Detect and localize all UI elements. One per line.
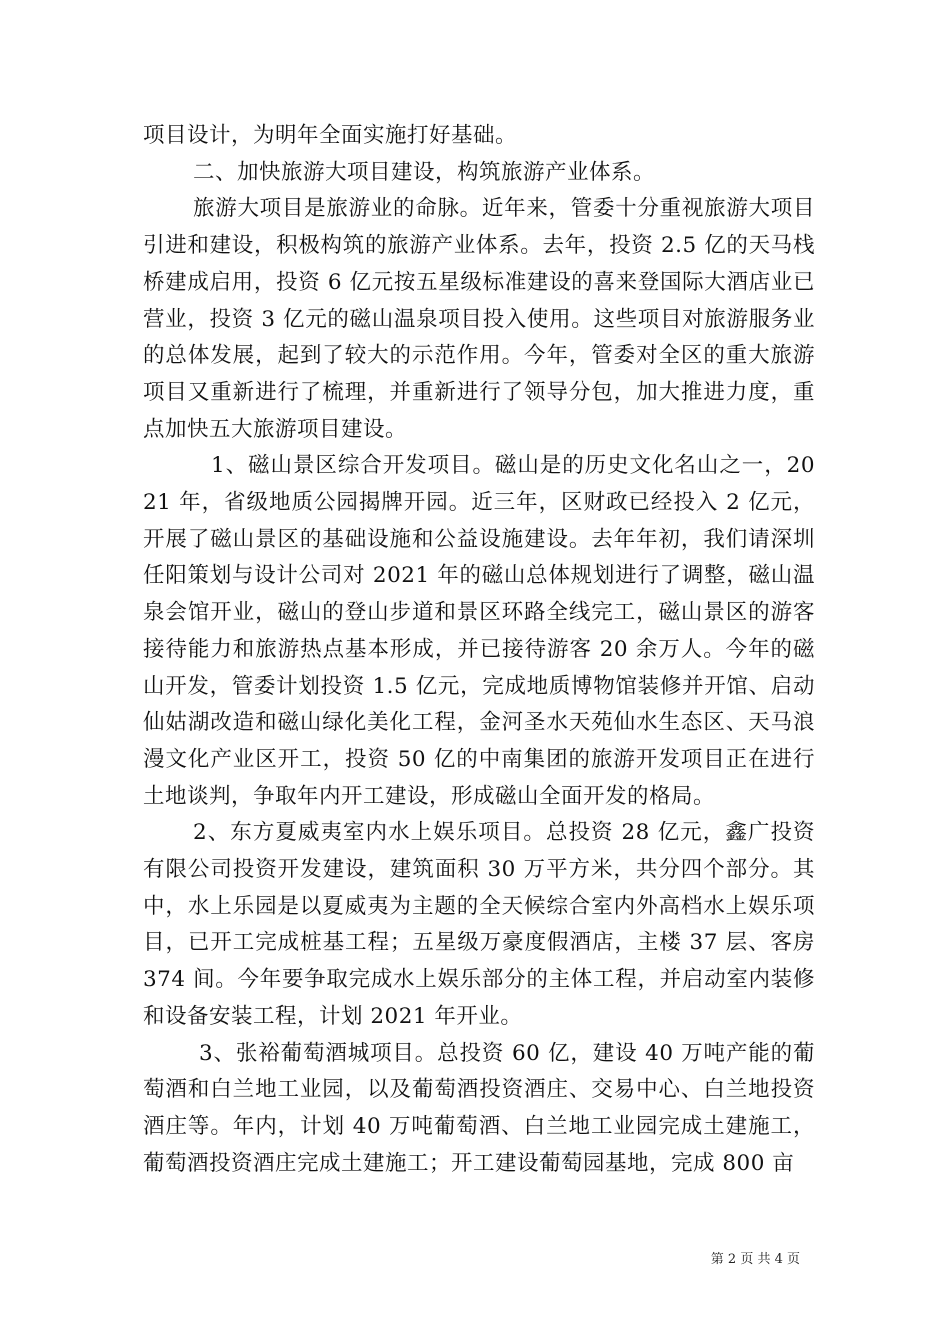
document-body xyxy=(143,118,815,1182)
page-number: 第 2 页 共 4 页 xyxy=(710,1252,800,1267)
section-heading: 二、加快旅游大项目建设，构筑旅游产业体系。 xyxy=(193,159,656,185)
paragraph-intro: 旅游大项目是旅游业的命脉。近年来，管委十分重视旅游大项目引进和建设，积极构筑的旅游产业体系。去年，投资 2.5 亿的天马栈桥建成启用，投资 6 亿元按五星级标准建设的喜来登国际大酒店业已营业，投资 3 亿元的磁山温泉项目投入使用。这些项目对旅游服务业的总体发展，起到了较大的示范作用。今年，管委对全区的重大旅游项目又重新进行了梳理，并重新进行了领导分包，加大推进力度，重点加快五大旅游项目建设。 xyxy=(143,196,815,442)
paragraph-item-3: 3、张裕葡萄酒城项目。总投资 60 亿，建设 40 万吨产能的葡萄酒和白兰地工业园，以及葡萄酒投资酒庄、交易中心、白兰地投资酒庄等。年内，计划 40 万吨葡萄酒、白兰地工业园完成土建施工，葡萄酒投资酒庄完成土建施工；开工建设葡萄园基地，完成 800 亩 xyxy=(143,1040,815,1176)
paragraph-item-2: 2、东方夏威夷室内水上娱乐项目。总投资 28 亿元，鑫广投资有限公司投资开发建设，建筑面积 30 万平方米，共分四个部分。其中，水上乐园是以夏威夷为主题的全天候综合室内外高档水上娱乐项目，已开工完成桩基工程；五星级万豪度假酒店，主楼 37 层、客房 374 间。今年要争取完成水上娱乐部分的主体工程，并启动室内装修和设备安装工程，计划 2021 年开业。 xyxy=(143,820,815,1029)
paragraph-item-1: 1、磁山景区综合开发项目。磁山是的历史文化名山之一，2021 年，省级地质公园揭牌开园。近三年，区财政已经投入 2 亿元，开展了磁山景区的基础设施和公益设施建设。去年年初，我们请深圳任阳策划与设计公司对 2021 年的磁山总体规划进行了调整，磁山温泉会馆开业，磁山的登山步道和景区环路全线完工，磁山景区的游客接待能力和旅游热点基本形成，并已接待游客 20 余万人。今年的磁山开发，管委计划投资 1.5 亿元，完成地质博物馆装修并开馆、启动仙姑湖改造和磁山绿化美化工程，金河圣水天苑仙水生态区、天马浪漫文化产业区开工，投资 50 亿的中南集团的旅游开发项目正在进行土地谈判，争取年内开工建设，形成磁山全面开发的格局。 xyxy=(143,453,815,809)
paragraph-continuation: 项目设计，为明年全面实施打好基础。 xyxy=(143,123,518,148)
